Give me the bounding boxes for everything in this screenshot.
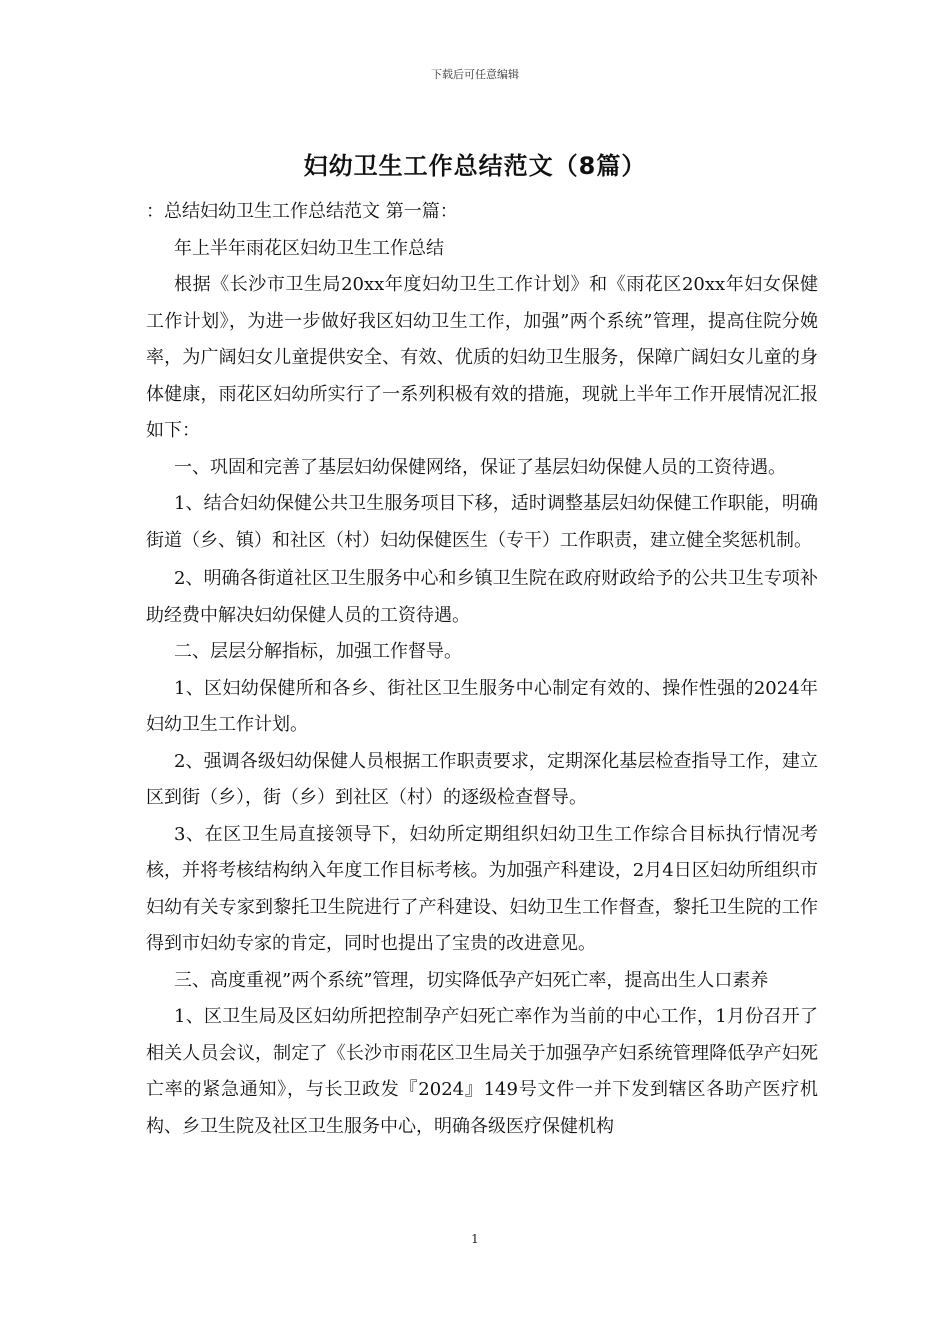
document-body xyxy=(146,194,818,1145)
section-heading-2: 二、层层分解指标，加强工作督导。 xyxy=(174,641,462,662)
paragraph-subtitle: 年上半年雨花区妇幼卫生工作总结 xyxy=(174,237,444,259)
paragraph-item: 3、在区卫生局直接领导下，妇幼所定期组织妇幼卫生工作综合目标执行情况考核，并将考核结构纳入年度工作目标考核。为加强产科建设，2月4日区妇幼所组织市妇幼有关专家到黎托卫生院进行了产科建设、妇幼卫生工作督查，黎托卫生院的工作得到市妇幼专家的肯定，同时也提出了宝贵的改进意见。 xyxy=(146,823,818,954)
section-heading-3: 三、高度重视”两个系统”管理，切实降低孕产妇死亡率，提高出生人口素养 xyxy=(174,969,769,991)
paragraph-item: 1、结合妇幼保健公共卫生服务项目下移，适时调整基层妇幼保健工作职能，明确街道（乡、镇）和社区（村）妇幼保健医生（专干）工作职责，建立健全奖惩机制。 xyxy=(146,493,818,551)
page-header: 下载后可任意编辑 xyxy=(431,68,519,81)
section-heading-1: 一、巩固和完善了基层妇幼保健网络，保证了基层妇幼保健人员的工资待遇。 xyxy=(174,456,786,478)
paragraph-item: 1、区卫生局及区妇幼所把控制孕产妇死亡率作为当前的中心工作，1月份召开了相关人员会议，制定了《长沙市雨花区卫生局关于加强孕产妇系统管理降低孕产妇死亡率的紧急通知》，与长卫政发『2024』149号文件一并下发到辖区各助产医疗机构、乡卫生院及社区卫生服务中心，明确各级医疗保健机构 xyxy=(146,1006,818,1137)
document-title: 妇幼卫生工作总结范文（8篇） xyxy=(303,152,647,180)
paragraph-item: 2、明确各街道社区卫生服务中心和乡镇卫生院在政府财政给予的公共卫生专项补助经费中解决妇幼保健人员的工资待遇。 xyxy=(146,568,818,626)
paragraph-item: 2、强调各级妇幼保健人员根据工作职责要求，定期深化基层检查指导工作，建立区到街（乡），街（乡）到社区（村）的逐级检查督导。 xyxy=(146,750,818,808)
paragraph-preamble: 根据《长沙市卫生局20xx年度妇幼卫生工作计划》和《雨花区20xx年妇女保健工作计划》，为进一步做好我区妇幼卫生工作，加强”两个系统”管理，提高住院分娩率，为广阔妇女儿童提供安全、有效、优质的妇幼卫生服务，保障广阔妇女儿童的身体健康，雨花区妇幼所实行了一系列积极有效的措施，现就上半年工作开展情况汇报如下： xyxy=(146,274,818,441)
paragraph-intro: ：总结妇幼卫生工作总结范文 第一篇： xyxy=(146,201,458,222)
paragraph-item: 1、区妇幼保健所和各乡、街社区卫生服务中心制定有效的、操作性强的2024年妇幼卫生工作计划。 xyxy=(146,677,818,735)
page-number: 1 xyxy=(471,1232,479,1246)
